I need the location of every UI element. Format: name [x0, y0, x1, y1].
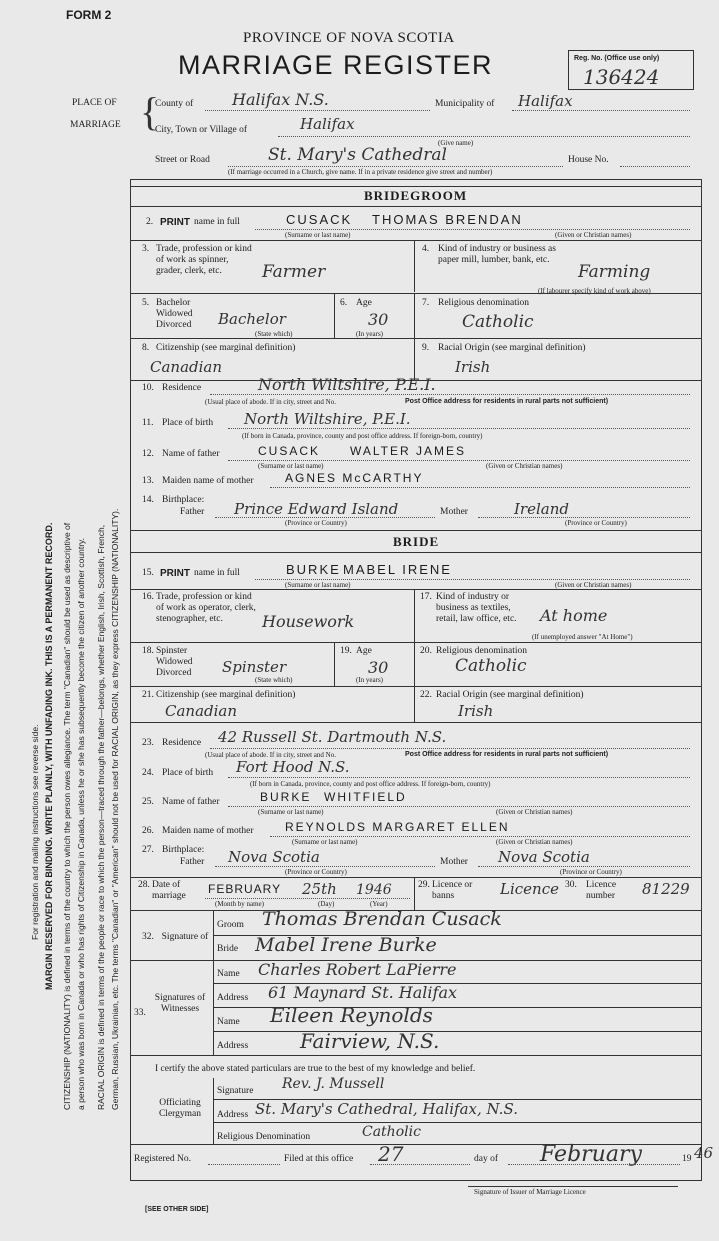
groom-industry-label: Kind of industry or business as paper mill, lumber, bank, etc. [438, 244, 556, 265]
state-caption: (State which) [255, 330, 293, 338]
clergy-address: St. Mary's Cathedral, Halifax, N.S. [255, 1100, 518, 1118]
date-label: Date of marriage [152, 880, 186, 901]
groom-age-label: Age [356, 298, 372, 308]
bride-citizenship: Canadian [165, 702, 238, 720]
groom-origin: Irish [455, 358, 491, 376]
bride-signature: Mabel Irene Burke [255, 934, 437, 956]
house-label: House No. [568, 155, 609, 165]
margin-line-1: For registration and mailing instructions see reverse side. [30, 724, 40, 940]
groom-age: 30 [368, 310, 389, 329]
years-caption: (In years) [356, 676, 384, 684]
residence-caption-2: Post Office address for residents in rural parts not sufficient) [405, 398, 609, 405]
item-number: 29. [418, 880, 430, 890]
groom-religion-label: Religious denomination [438, 298, 530, 308]
groom-industry: Farming [578, 262, 651, 282]
clergyman-label: Officiating Clergyman [158, 1098, 202, 1119]
city-value: Halifax [300, 115, 355, 133]
municipality-value: Halifax [518, 92, 573, 110]
years-caption: (In years) [356, 330, 384, 338]
groom-citizenship: Canadian [150, 358, 223, 376]
bride-father-label: Name of father [162, 797, 220, 807]
place-brace: { [140, 89, 160, 134]
certification-text: I certify the above stated particulars are true to the best of my knowledge and belief. [155, 1064, 476, 1074]
bride-trade-label: Trade, profession or kind of work as operator, clerk, stenographer, etc. [156, 592, 256, 624]
given-caption: (Given or Christian names) [555, 231, 632, 239]
given-caption: (Given or Christian names) [496, 808, 573, 816]
groom-religion: Catholic [462, 312, 534, 332]
bride-status: Spinster [222, 658, 287, 676]
province-caption: (Province or Country) [285, 868, 347, 876]
bride-name-label: name in full [194, 568, 240, 578]
item-number: 27. [142, 845, 154, 855]
item-number: 14. [142, 495, 154, 505]
province-caption: (Province or Country) [285, 519, 347, 527]
bride-mother-birthplace: Nova Scotia [498, 848, 590, 866]
witness1-name-label: Name [217, 969, 240, 979]
groom-father-given: WALTER JAMES [350, 444, 467, 458]
bride-citizenship-label: Citizenship (see marginal definition) [156, 690, 296, 700]
mother-word: Mother [440, 507, 468, 517]
clergy-denomination-label: Religious Denomination [217, 1132, 311, 1142]
street-note: (If marriage occurred in a Church, give name. If in a private residence give street and number) [228, 168, 493, 176]
groom-signature: Thomas Brendan Cusack [262, 908, 502, 930]
groom-given: THOMAS BRENDAN [372, 212, 523, 227]
margin-line-4: a person who was born in Canada or who has rights of Citizenship in Canada, unless he or she has subsequently become the citizen of another country. [76, 537, 86, 1110]
birth-caption: (If born in Canada, province, county and post office address. If foreign-born, country) [242, 432, 483, 440]
witness2-name: Eileen Reynolds [270, 1003, 433, 1027]
groom-mother: AGNES McCARTHY [285, 471, 424, 485]
item-number: 10. [142, 383, 154, 393]
witness1-name: Charles Robert LaPierre [258, 960, 457, 979]
groom-residence-label: Residence [162, 383, 202, 393]
given-caption: (Given or Christian names) [496, 838, 573, 846]
year-caption: (Year) [370, 900, 388, 908]
bride-birth: Fort Hood N.S. [236, 758, 350, 776]
bride-section-heading: BRIDE [393, 534, 440, 549]
bride-status-label: Spinster Widowed Divorced [156, 646, 193, 678]
item-number: 15. [142, 568, 154, 578]
residence-caption-2: Post Office address for residents in rural parts not sufficient) [405, 751, 609, 758]
clergy-address-label: Address [217, 1110, 249, 1120]
bride-residence: 42 Russell St. Dartmouth N.S. [218, 728, 447, 746]
groom-citizenship-label: Citizenship (see marginal definition) [156, 343, 296, 353]
item-number: 25. [142, 797, 154, 807]
province-caption: (Province or Country) [560, 868, 622, 876]
page-title: MARRIAGE REGISTER [178, 50, 494, 80]
bride-birthplace-label: Birthplace: [162, 845, 205, 855]
licence-type: Licence [500, 880, 559, 898]
bride-industry: At home [540, 606, 608, 625]
year-prefix: 19 [682, 1154, 692, 1164]
surname-caption: (Surname or last name) [285, 231, 351, 239]
day-caption: (Day) [318, 900, 335, 908]
see-other-side: [SEE OTHER SIDE] [145, 1206, 209, 1213]
bride-print-label: PRINT [160, 568, 190, 579]
groom-section-heading: BRIDEGROOM [364, 188, 468, 203]
street-label: Street or Road [155, 155, 210, 165]
bride-surname: BURKE [286, 562, 341, 577]
bride-given: MABEL IRENE [343, 562, 452, 577]
groom-father-label: Name of father [162, 449, 220, 459]
licence-number: 81229 [642, 880, 690, 898]
surname-caption: (Surname or last name) [292, 838, 358, 846]
registered-label: Registered No. [134, 1154, 191, 1164]
groom-father-birthplace: Prince Edward Island [234, 500, 399, 518]
item-number: 18. [142, 646, 154, 656]
item-number: 22. [420, 690, 432, 700]
groom-industry-caption: (If labourer specify kind of work above) [538, 287, 651, 295]
item-number: 19. [340, 646, 352, 656]
item-number: 30. [565, 880, 577, 890]
groom-trade-label: Trade, profession or kind of work as spinner, grader, clerk, etc. [156, 244, 252, 276]
witness1-address-label: Address [217, 993, 249, 1003]
bride-birth-label: Place of birth [162, 768, 214, 778]
month-caption: (Month by name) [215, 900, 264, 908]
item-number: 2. [146, 217, 154, 227]
surname-caption: (Surname or last name) [285, 581, 351, 589]
give-name-caption: (Give name) [438, 139, 474, 147]
issuer-caption: Signature of Issuer of Marriage Licence [474, 1188, 586, 1196]
marriage-year: 1946 [356, 882, 392, 898]
surname-caption: (Surname or last name) [258, 808, 324, 816]
item-number: 13. [142, 476, 154, 486]
item-number: 17. [420, 592, 432, 602]
groom-surname: CUSACK [286, 212, 353, 227]
birth-caption: (If born in Canada, province, county and post office address. If foreign-born, country) [250, 780, 491, 788]
bride-age-label: Age [356, 646, 372, 656]
bride-residence-label: Residence [162, 738, 202, 748]
witness2-address-label: Address [217, 1041, 249, 1051]
signature-of-label: Signature of [161, 932, 209, 942]
item-number: 4. [422, 244, 430, 254]
surname-caption: (Surname or last name) [258, 462, 324, 470]
bride-mother: REYNOLDS MARGARET ELLEN [285, 820, 510, 834]
street-value: St. Mary's Cathedral [268, 145, 447, 165]
bride-father-birthplace: Nova Scotia [228, 848, 320, 866]
bride-sig-label: Bride [217, 944, 239, 954]
clergy-denomination: Catholic [362, 1124, 421, 1140]
item-number: 26. [142, 826, 154, 836]
item-number: 32. [142, 932, 154, 942]
item-number: 28. [138, 880, 150, 890]
residence-caption: (Usual place of abode. If in city, street and No. [205, 398, 336, 406]
province-caption: (Province or Country) [565, 519, 627, 527]
county-label: County of [155, 99, 194, 109]
groom-mother-birthplace: Ireland [514, 500, 569, 518]
clergy-signature: Rev. J. Mussell [282, 1076, 385, 1092]
state-caption: (State which) [255, 676, 293, 684]
filed-month: February [540, 1142, 642, 1167]
reg-no-label: Reg. No. (Office use only) [574, 55, 660, 62]
filed-year-suffix: 46 [694, 1144, 714, 1162]
mother-word: Mother [440, 857, 468, 867]
item-number: 23. [142, 738, 154, 748]
father-word: Father [180, 507, 205, 517]
item-number: 11. [142, 418, 154, 428]
groom-status-label: Bachelor Widowed Divorced [156, 298, 193, 330]
groom-sig-label: Groom [217, 920, 244, 930]
bride-origin: Irish [458, 702, 494, 720]
province-heading: PROVINCE OF NOVA SCOTIA [243, 30, 455, 46]
bride-trade: Housework [262, 612, 355, 631]
groom-father-surname: CUSACK [258, 444, 321, 458]
item-number: 12. [142, 449, 154, 459]
item-number: 8. [142, 343, 150, 353]
margin-line-3: CITIZENSHIP (NATIONALITY) is defined in terms of the country to which the person owes allegiance. The term "Canadian" should be used as descriptive of [62, 522, 72, 1110]
bride-father-surname: BURKE [260, 790, 312, 804]
father-word: Father [180, 857, 205, 867]
licence-label: Licence or banns [432, 880, 473, 901]
day-of-label: day of [474, 1154, 499, 1164]
residence-caption: (Usual place of abode. If in city, street and No. [205, 751, 336, 759]
clergy-signature-label: Signature [217, 1086, 254, 1096]
groom-trade: Farmer [262, 262, 326, 282]
item-number: 33. [134, 1008, 146, 1018]
witnesses-label: Signatures of Witnesses [154, 993, 206, 1014]
filed-label: Filed at this office [284, 1154, 354, 1164]
filed-day: 27 [378, 1142, 404, 1166]
groom-origin-label: Racial Origin (see marginal definition) [438, 343, 586, 353]
county-value: Halifax N.S. [232, 90, 329, 109]
groom-name-label: name in full [194, 217, 240, 227]
place-label-1: PLACE OF [72, 98, 117, 108]
form-number: FORM 2 [66, 8, 112, 22]
groom-print-label: PRINT [160, 217, 190, 228]
item-number: 5. [142, 298, 150, 308]
bride-origin-label: Racial Origin (see marginal definition) [436, 690, 584, 700]
groom-status: Bachelor [218, 310, 286, 328]
groom-birthplace-label: Birthplace: [162, 495, 205, 505]
groom-residence: North Wiltshire, P.E.I. [258, 375, 436, 394]
given-caption: (Given or Christian names) [486, 462, 563, 470]
groom-birth: North Wiltshire, P.E.I. [244, 410, 411, 428]
marriage-month: FEBRUARY [208, 882, 282, 896]
witness1-address: 61 Maynard St. Halifax [268, 983, 457, 1002]
bride-industry-label: Kind of industry or business as textiles, retail, law office, etc. [436, 592, 517, 624]
marriage-day: 25th [302, 880, 337, 898]
item-number: 24. [142, 768, 154, 778]
bride-father-given: WHITFIELD [324, 790, 407, 804]
item-number: 9. [422, 343, 430, 353]
margin-line-5: RACIAL ORIGIN is defined in terms of the people or race to which the person—traced through the father—belongs, whether English, Irish, Scottish, French, [96, 524, 106, 1110]
municipality-label: Municipality of [435, 99, 495, 109]
city-label: City, Town or Village of [155, 125, 247, 135]
item-number: 20. [420, 646, 432, 656]
item-number: 21. [142, 690, 154, 700]
margin-line-6: German, Russian, Ukrainian, etc. The terms "Canadian" or "American" should not be used for RACIAL ORIGIN, as they express CITIZENSHIP (NATIONALITY). [110, 508, 120, 1110]
bride-industry-caption: (If unemployed answer "At Home") [532, 633, 633, 641]
given-caption: (Given or Christian names) [555, 581, 632, 589]
item-number: 16. [142, 592, 154, 602]
bride-religion: Catholic [455, 656, 527, 676]
item-number: 7. [422, 298, 430, 308]
item-number: 3. [142, 244, 150, 254]
item-number: 6. [340, 298, 348, 308]
bride-age: 30 [368, 658, 389, 677]
margin-line-2: MARGIN RESERVED FOR BINDING. WRITE PLAINLY, WITH UNFADING INK. THIS IS A PERMANENT RECORD. [44, 522, 54, 990]
bride-religion-label: Religious denomination [436, 646, 528, 656]
reg-no-box [568, 50, 694, 90]
witness2-name-label: Name [217, 1017, 240, 1027]
bride-mother-label: Maiden name of mother [162, 826, 254, 836]
licence-number-label: Licence number [586, 880, 617, 901]
witness2-address: Fairview, N.S. [300, 1029, 440, 1053]
reg-no-value: 136424 [583, 65, 660, 89]
groom-mother-label: Maiden name of mother [162, 476, 254, 486]
groom-birth-label: Place of birth [162, 418, 214, 428]
place-label-2: MARRIAGE [70, 120, 121, 130]
